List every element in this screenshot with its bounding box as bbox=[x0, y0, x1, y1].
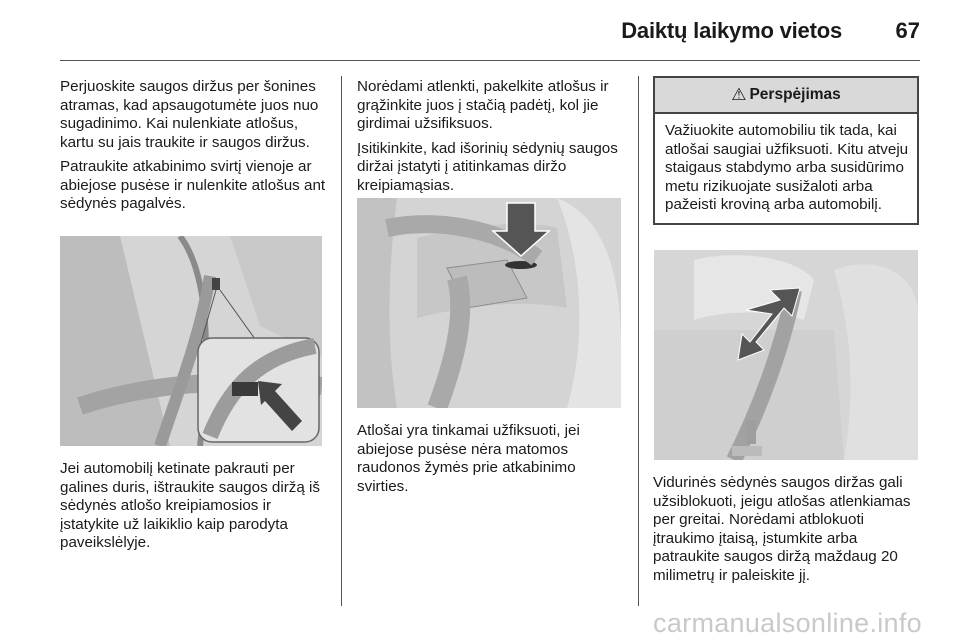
figure-belt-guide-drawing bbox=[357, 198, 621, 408]
warning-title: Perspėjimas bbox=[749, 85, 841, 103]
figure-center-belt-drawing bbox=[654, 250, 918, 460]
page-header bbox=[0, 0, 960, 60]
header-divider bbox=[60, 60, 920, 61]
figure-release-lever bbox=[60, 236, 322, 446]
warning-box bbox=[653, 76, 919, 225]
figure-release-lever-drawing bbox=[60, 236, 322, 446]
watermark: carmanualsonline.info bbox=[653, 608, 922, 638]
column-3 bbox=[653, 76, 919, 225]
column-divider-2 bbox=[638, 76, 639, 606]
paragraph: Vidurinės sėdynės saugos diržas gali užsiblokuoti, jeigu atlošas atlenkiamas per greitai. Norėdami atblokuoti įtraukimo įtaisą, įstumkite arba patraukite saugos diržą maždaug 20 milimetrų ir paleiskite jį. bbox=[653, 474, 911, 584]
column-1-after-figure bbox=[60, 460, 328, 559]
column-divider-1 bbox=[341, 76, 342, 606]
column-2-after-figure bbox=[357, 422, 627, 502]
warning-header bbox=[655, 78, 917, 114]
section-title: Daiktų laikymo vietos bbox=[621, 18, 842, 43]
page-number: 67 bbox=[895, 18, 920, 43]
paragraph: Atlošai yra tinkamai užfiksuoti, jei abiejose pusėse nėra matomos raudonos žymės prie atkabinimo svirties. bbox=[357, 422, 580, 495]
figure-center-belt bbox=[654, 250, 918, 460]
column-2 bbox=[357, 78, 627, 201]
column-1 bbox=[60, 78, 328, 220]
paragraph: Perjuoskite saugos diržus per šonines atramas, kad apsaugotumėte juos nuo sugadinimo. Kai nulenkiate atlošus, kartu su jais traukite ir saugos diržus. bbox=[60, 78, 319, 151]
warning-text: Važiuokite automobiliu tik tada, kai atlošai saugiai užfiksuoti. Kitu atveju staigaus stabdymo arba susidūrimo metu rizikuojate susižaloti arba pažeisti kroviną arba automobilį. bbox=[665, 122, 909, 213]
paragraph: Jei automobilį ketinate pakrauti per galines duris, ištraukite saugos diržą iš sėdynės atlošo kreipiamosios ir įstatykite už laikiklio kaip parodyta paveikslėlyje. bbox=[60, 460, 320, 551]
paragraph: Norėdami atlenkti, pakelkite atlošus ir grąžinkite juos į stačią padėtį, kol jie girdimai užsifiksuos. bbox=[357, 78, 609, 132]
warning-triangle-icon: ⚠ bbox=[731, 84, 747, 104]
paragraph: Įsitikinkite, kad išorinių sėdynių saugos diržai įstatyti į atitinkamas diržo kreipiamąsias. bbox=[357, 139, 618, 194]
figure-belt-guide bbox=[357, 198, 621, 408]
column-3-after-figure bbox=[653, 474, 919, 591]
paragraph: Patraukite atkabinimo svirtį vienoje ar abiejose pusėse ir nulenkite atlošus ant sėdynės pagalvės. bbox=[60, 158, 326, 212]
